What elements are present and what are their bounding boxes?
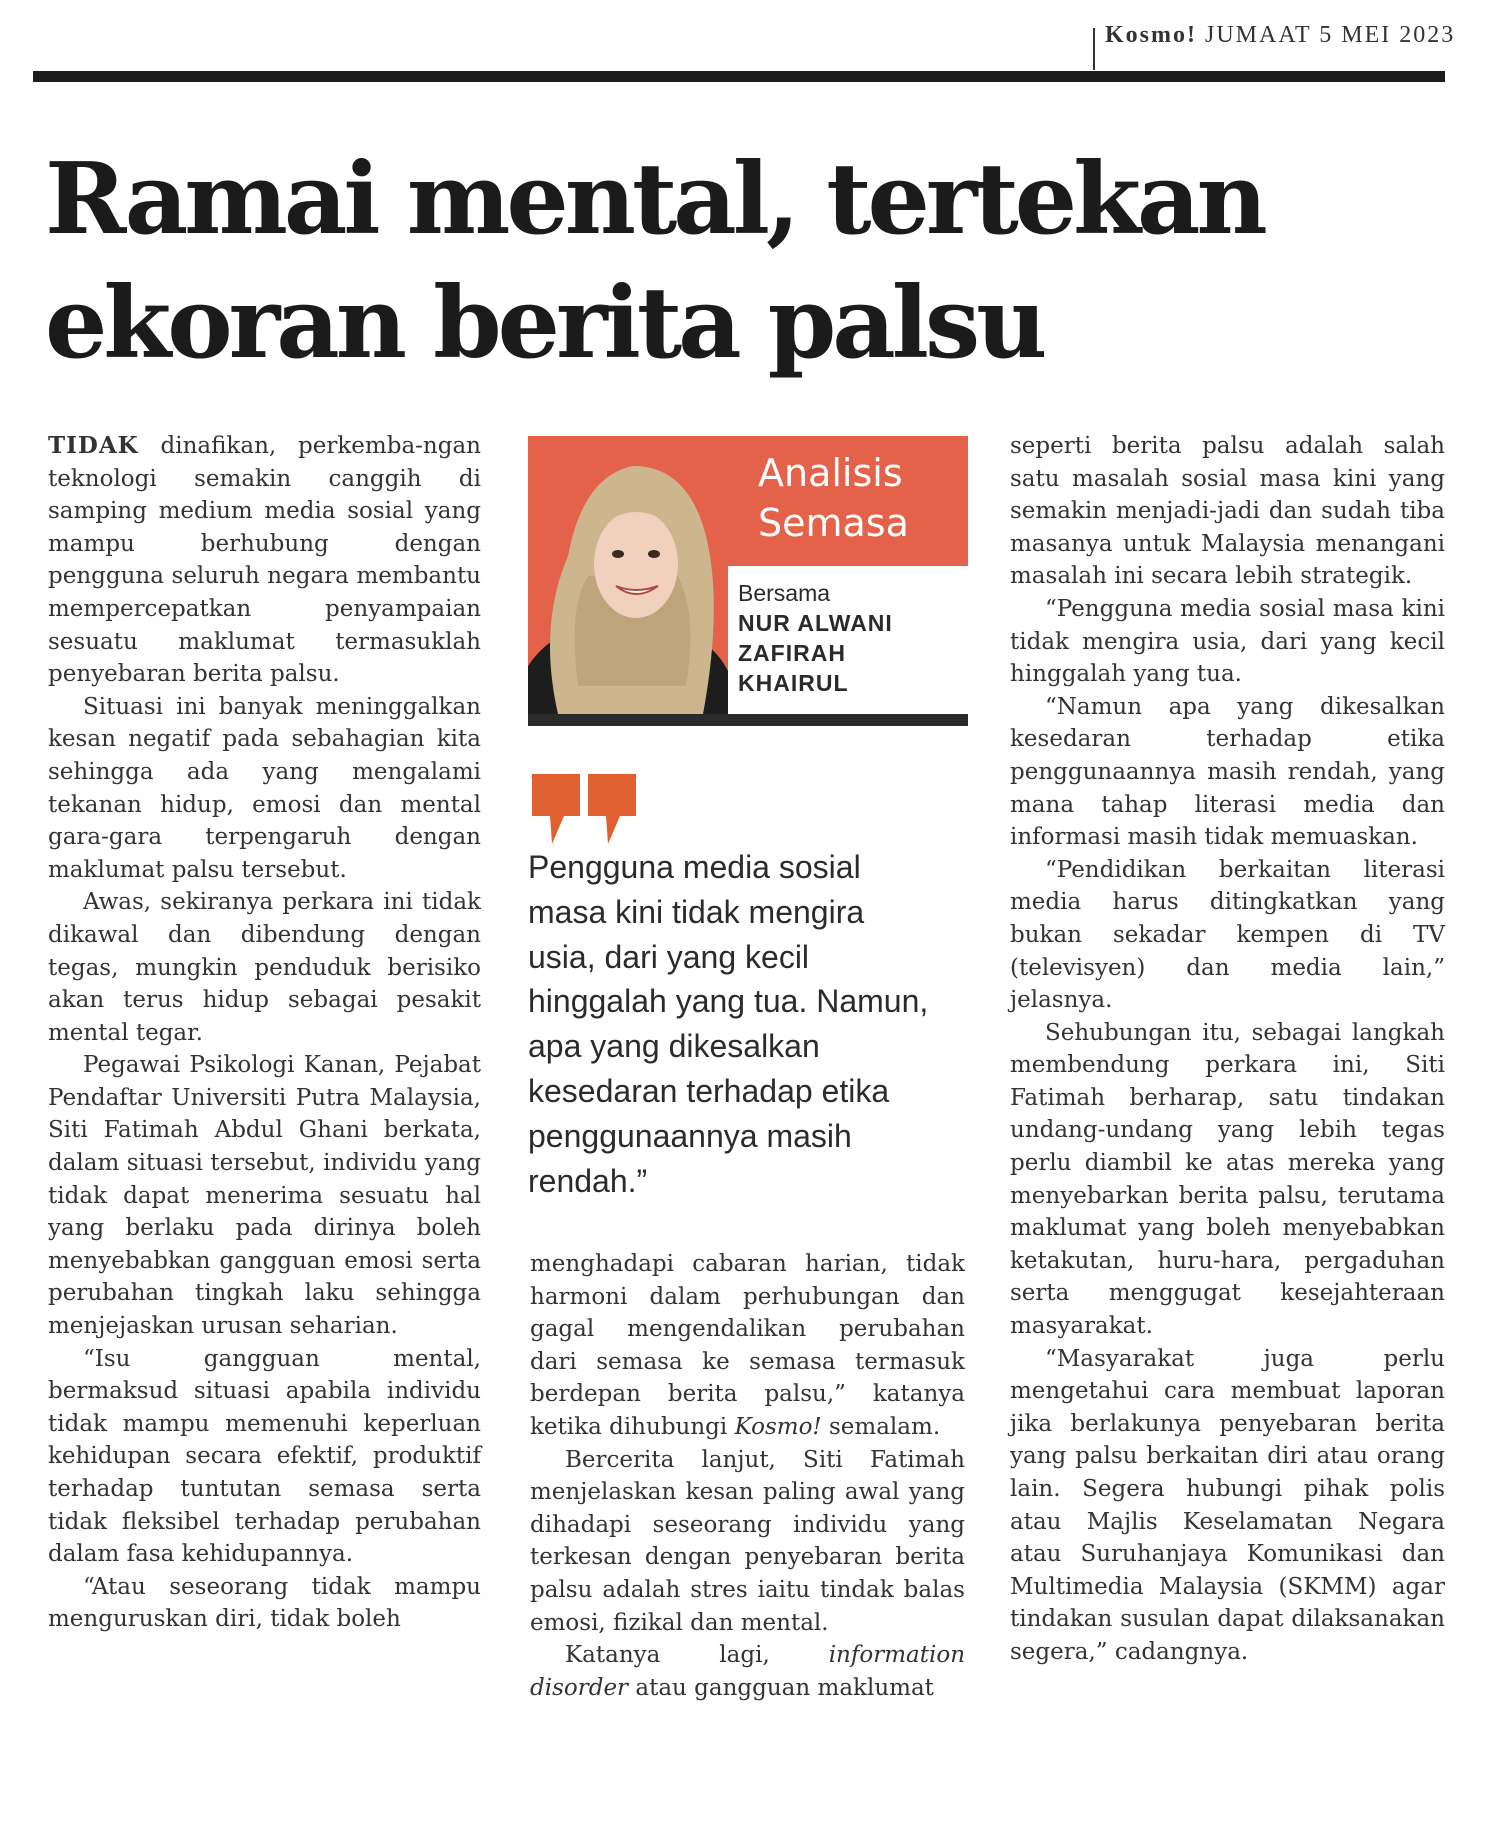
byline-bersama: Bersama [738, 580, 831, 606]
paragraph: menghadapi cabaran harian, tidak harmoni dalam perhubungan dan gagal mengendalikan perubahan dari semasa ke semasa termasuk berdepan berita palsu,” katanya ketika dihubungi Kosmo! semalam. [530, 1251, 965, 1440]
masthead-separator [1093, 28, 1095, 70]
pull-quote-line: penggunaannya masih [528, 1117, 852, 1154]
article-column-3 [1010, 430, 1445, 1669]
pull-quote-line: Pengguna media sosial [528, 849, 861, 885]
pull-quote-line: apa yang dikesalkan [528, 1028, 820, 1065]
masthead-date: JUMAAT 5 MEI 2023 [1205, 22, 1456, 48]
italic-text: information disorder [530, 1642, 966, 1701]
columnist-photo [528, 436, 728, 714]
byline-name-line2: ZAFIRAH [738, 640, 846, 666]
paragraph: Sehubungan itu, sebagai langkah membendung perkara ini, Siti Fatimah berharap, satu tindakan undang-undang yang lebih tegas perlu diambil ke atas mereka yang menyebarkan berita palsu, terutama maklumat yang boleh menyebabkan ketakutan, huru-hara, pergaduhan serta menggugat kesejahteraan masyarakat. [1010, 1019, 1445, 1340]
pull-quote-line: kesedaran terhadap etika [528, 1072, 890, 1109]
quote-mark-icon [528, 768, 640, 848]
lead-word: TIDAK [48, 432, 139, 459]
paragraph: Awas, sekiranya perkara ini tidak dikawal dan dibendung dengan tegas, mungkin penduduk berisiko akan terus hidup sebagai pesakit mental tegar. [48, 889, 481, 1046]
masthead-brand: Kosmo! [1105, 22, 1197, 48]
article-column-2 [530, 1248, 965, 1704]
headline-line2: ekoran berita palsu [45, 266, 1044, 381]
top-rule [33, 71, 1445, 82]
paragraph: Bercerita lanjut, Siti Fatimah menjelaskan kesan paling awal yang dihadapi seseorang individu yang terkesan dengan penyebaran berita palsu adalah stres iaitu tindak balas emosi, fizikal dan mental. [530, 1446, 965, 1636]
byline-name-line1: NUR ALWANI [738, 610, 893, 636]
paragraph: TIDAK dinafikan, perkemba-ngan teknologi semakin canggih di samping medium media sosial yang mampu berhubung dengan pengguna seluruh negara membantu mempercepatkan penyampaian sesuatu maklumat termasuklah penyebaran berita palsu. [48, 432, 481, 688]
italic-text: Kosmo! [734, 1413, 822, 1440]
column-title-line1: Analisis [758, 451, 903, 495]
masthead [1105, 22, 1455, 49]
paragraph: “Atau seseorang tidak mampu menguruskan diri, tidak boleh [48, 1573, 481, 1633]
paragraph: “Masyarakat juga perlu mengetahui cara membuat laporan jika berlakunya penyebaran berita yang palsu berkaitan diri atau orang lain. Segera hubungi pihak polis atau Majlis Keselamatan Negara atau Suruhanjaya Komunikasi dan Multimedia Malaysia (SKMM) agar tindakan susulan dapat dilaksanakan segera,” cadangnya. [1010, 1345, 1445, 1665]
column-title-line2: Semasa [758, 501, 909, 545]
paragraph: Katanya lagi, information disorder atau gangguan maklumat [530, 1642, 966, 1701]
byline-name-line3: KHAIRUL [738, 670, 849, 696]
paragraph: “Pengguna media sosial masa kini tidak mengira usia, dari yang kecil hinggalah yang tua. [1010, 595, 1445, 688]
headline-line1: Ramai mental, tertekan [45, 142, 1264, 257]
column-title-box [728, 436, 968, 566]
pull-quote-line: hinggalah yang tua. Namun, [528, 983, 929, 1020]
pull-quote-line: rendah.” [528, 1162, 648, 1199]
pull-quote-line: usia, dari yang kecil [528, 938, 810, 975]
paragraph: Pegawai Psikologi Kanan, Pejabat Pendaftar Universiti Putra Malaysia, Siti Fatimah Abdul Ghani berkata, dalam situasi tersebut, individu yang tidak dapat menerima sesuatu hal yang berlaku pada dirinya boleh menyebabkan gangguan emosi serta perubahan tingkah laku sehingga menjejaskan urusan seharian. [48, 1052, 481, 1340]
paragraph: “Isu gangguan mental, bermaksud situasi apabila individu tidak mampu memenuhi keperluan kehidupan secara efektif, produktif terhadap tuntutan semasa serta tidak fleksibel terhadap perubahan dalam fasa kehidupannya. [48, 1345, 481, 1568]
columnist-box-rule [528, 714, 968, 726]
pull-quote-line: masa kini tidak mengira [528, 893, 865, 930]
paragraph: “Pendidikan berkaitan literasi media harus ditingkatkan yang bukan sekadar kempen di TV (televisyen) dan media lain,” jelasnya. [1010, 856, 1445, 1014]
byline [738, 578, 893, 698]
paragraph: “Namun apa yang dikesalkan kesedaran terhadap etika penggunaannya masih rendah, yang mana tahap literasi media dan informasi masih tidak memuaskan. [1010, 693, 1445, 851]
headline [45, 138, 1465, 386]
pull-quote [528, 845, 978, 1203]
paragraph: Situasi ini banyak meninggalkan kesan negatif pada sebahagian kita sehingga ada yang mengalami tekanan hidup, emosi dan mental gara-gara terpengaruh dengan maklumat palsu tersebut. [48, 693, 481, 883]
article-column-1 [48, 430, 481, 1636]
paragraph: seperti berita palsu adalah salah satu masalah sosial masa kini yang semakin menjadi-jadi dan sudah tiba masanya untuk Malaysia menangani masalah ini secara lebih strategik. [1010, 433, 1445, 590]
columnist-box [528, 436, 968, 726]
